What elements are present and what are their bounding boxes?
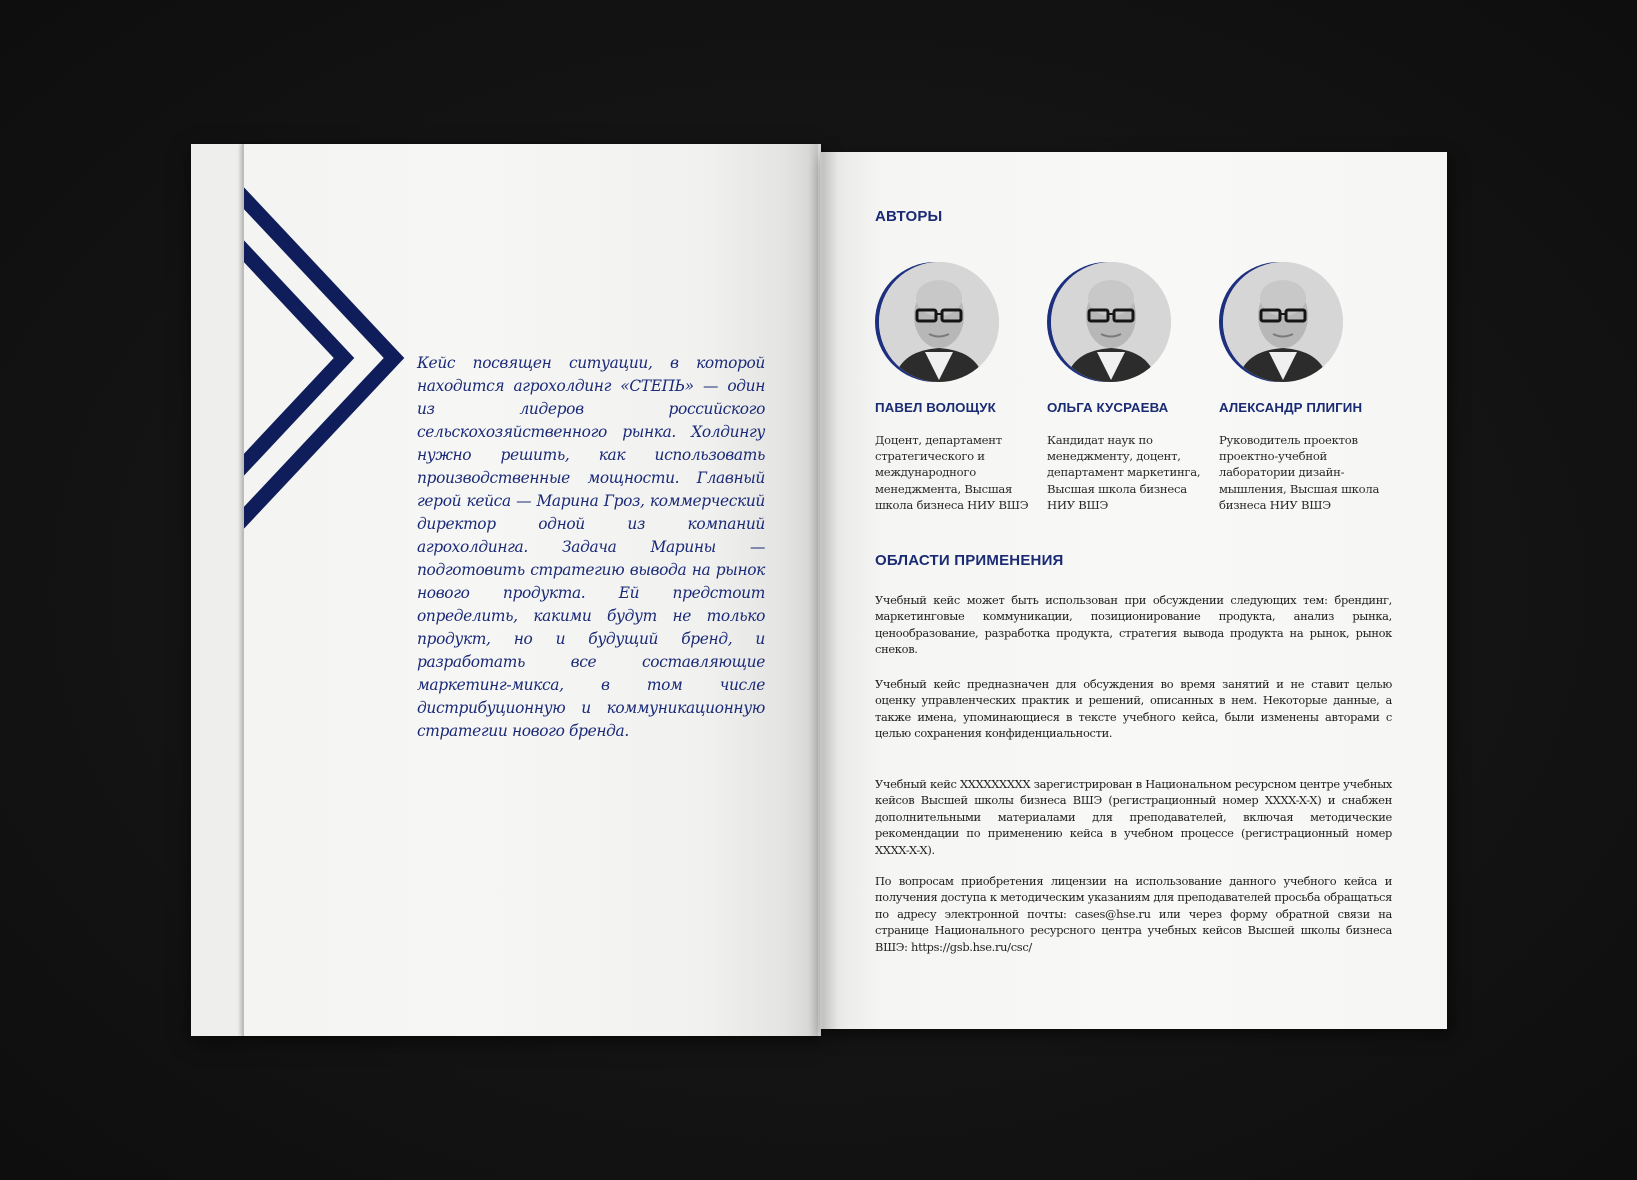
person-photo-icon [879, 262, 999, 382]
license-contact-paragraph: По вопросам приобретения лицензии на использование данного учебного кейса и получения доступа к методическим указаниям для преподавателей просьба обращаться по адресу электронной почты: cases@hse.ru или через форму обратной связи на странице Национального ресурсного центра учебных кейсов Высшей школы бизнеса ВШЭ: https://gsb.hse.ru/csc/ [875, 874, 1392, 954]
left-page [242, 144, 818, 1036]
authors-list [875, 262, 1415, 522]
author-description: Кандидат наук по менеджменту, доцент, департамент маркетинга, Высшая школа бизнеса НИУ ВШЭ [1047, 433, 1201, 512]
author-portrait [1219, 262, 1343, 382]
author-name: ОЛЬГА КУСРАЕВА [1047, 400, 1169, 415]
applications-paragraph: Учебный кейс может быть использован при обсуждении следующих тем: брендинг, маркетинговые коммуникации, позиционирование продукта, анализ рынка, ценообразование, разработка продукта, стратегия вывода продукта на рынок, рынок снеков. [875, 593, 1392, 657]
author-description: Руководитель проектов проектно-учебной лаборатории дизайн-мышления, Высшая школа бизнеса НИУ ВШЭ [1219, 433, 1380, 512]
applications-heading: ОБЛАСТИ ПРИМЕНЕНИЯ [875, 552, 1064, 569]
registration-paragraph: Учебный кейс XXXXXXXXX зарегистрирован в Национальном ресурсном центре учебных кейсов Высшей школы бизнеса ВШЭ (регистрационный номер XXXX-X-X) и снабжен дополнительными материалами для преподавателей, включая методические рекомендации по применению кейса в учебном процессе (регистрационный номер XXXX-X-X). [875, 777, 1392, 857]
person-photo-icon [1051, 262, 1171, 382]
double-chevron-arrow-icon [244, 182, 414, 542]
author-card [1047, 262, 1212, 512]
author-portrait [1047, 262, 1171, 382]
authors-heading: АВТОРЫ [875, 208, 943, 225]
case-intro-text: Кейс посвящен ситуации, в которой находится агрохолдинг «СТЕПЬ» — один из лидеров российского сельскохозяйственного рынка. Холдингу нужно решить, как использовать производственные мощности. Главный герой кейса — Марина Гроз, коммерческий директор одной из компаний агрохолдинга. Задача Марины — подготовить стратегию вывода на рынок нового продукта. Ей предстоит определить, какими будут не только продукт, но и будущий бренд, и разработать все составляющие маркетинг-микса, в том числе дистрибуционную и коммуникационную стратегии нового бренда. [417, 354, 765, 740]
author-card [875, 262, 1040, 512]
right-page [820, 152, 1447, 1029]
person-photo-icon [1223, 262, 1343, 382]
author-name: ПАВЕЛ ВОЛОЩУК [875, 400, 996, 415]
author-name: АЛЕКСАНДР ПЛИГИН [1219, 400, 1363, 415]
author-description: Доцент, департамент стратегического и международного менеджмента, Высшая школа бизнеса НИУ ВШЭ [875, 433, 1029, 512]
author-portrait [875, 262, 999, 382]
purpose-paragraph: Учебный кейс предназначен для обсуждения во время занятий и не ставит целью оценку управленческих практик и решений, описанных в нем. Некоторые данные, а также имена, упоминающиеся в тексте учебного кейса, были изменены авторами с целью сохранения конфиденциальности. [875, 677, 1392, 741]
author-card [1219, 262, 1384, 512]
